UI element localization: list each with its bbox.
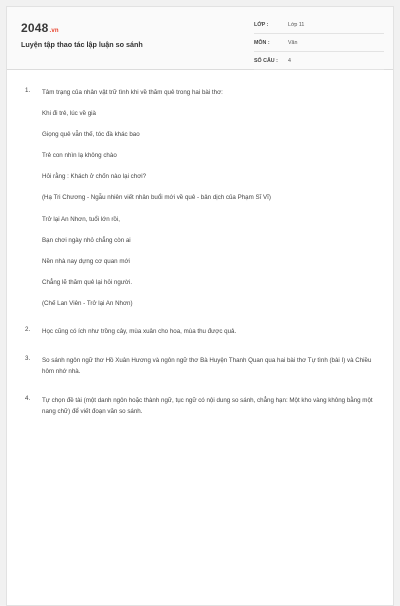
poem-line: Nền nhà nay dựng cơ quan mới [42, 257, 130, 265]
worksheet-header [7, 7, 393, 70]
poem-citation: (Chế Lan Viên - Trở lại An Nhơn) [42, 299, 133, 307]
page-title: Luyện tập thao tác lập luận so sánh [21, 40, 143, 49]
meta-row-question-count [254, 54, 384, 70]
site-logo[interactable] [21, 21, 59, 35]
poem-line: Giọng quê vẫn thế, tóc đà khác bao [42, 131, 140, 139]
poem-line: Trở lại An Nhơn, tuổi lớn rồi, [42, 215, 120, 223]
meta-label: LỚP : [254, 22, 269, 28]
meta-value: Lớp 11 [288, 22, 305, 28]
meta-label: SỐ CÂU : [254, 58, 278, 64]
question-text: Tâm trạng của nhân vật trữ tình khi về thăm quê trong hai bài thơ: [42, 89, 223, 96]
poem-line: Bạn chơi ngày nhỏ chẳng còn ai [42, 236, 131, 244]
meta-row-subject [254, 36, 384, 52]
meta-value: 4 [288, 58, 291, 64]
meta-row-class [254, 18, 384, 34]
poem-line: Trẻ con nhìn lạ không chào [42, 152, 117, 160]
question-item [25, 326, 385, 338]
poem-line: Chẳng lẽ thăm quê lại hỏi người. [42, 278, 133, 286]
worksheet-page [6, 6, 394, 606]
question-text: Tự chọn đề tài (một danh ngôn hoặc thành ngữ, tục ngữ có nội dung so sánh, chẳng hạn: Một kho vàng không bằng một nang chữ) để viết đoạn văn so sánh. [42, 396, 373, 416]
question-item [25, 395, 385, 418]
logo-domain: .vn [49, 28, 59, 34]
meta-value: Văn [288, 40, 298, 46]
poem-citation: (Hạ Tri Chương - Ngẫu nhiên viết nhân buổi mới về quê - bản dịch của Phạm Sĩ Vĩ) [42, 194, 271, 202]
poem-line: Hỏi rằng : Khách ở chốn nào lại chơi? [42, 173, 147, 181]
poem-line: Khi đi trẻ, lúc về già [42, 110, 96, 118]
question-item [25, 355, 385, 378]
question-list [25, 87, 385, 435]
meta-label: MÔN : [254, 40, 270, 46]
question-number: 1. [25, 87, 31, 94]
question-item [25, 87, 385, 309]
question-number: 3. [25, 354, 31, 362]
question-number: 4. [25, 394, 31, 402]
logo-text: 2048 [21, 21, 49, 35]
question-number: 2. [25, 326, 31, 334]
question-text: Học cũng có ích như trồng cây, mùa xuân cho hoa, mùa thu được quả. [42, 328, 237, 336]
worksheet-meta [254, 18, 384, 72]
question-text: So sánh ngôn ngữ thơ Hồ Xuân Hương và ngôn ngữ thơ Bà Huyện Thanh Quan qua hai bài thơ Tự tình (bài I) và Chiều hôm nhớ nhà. [42, 356, 372, 376]
